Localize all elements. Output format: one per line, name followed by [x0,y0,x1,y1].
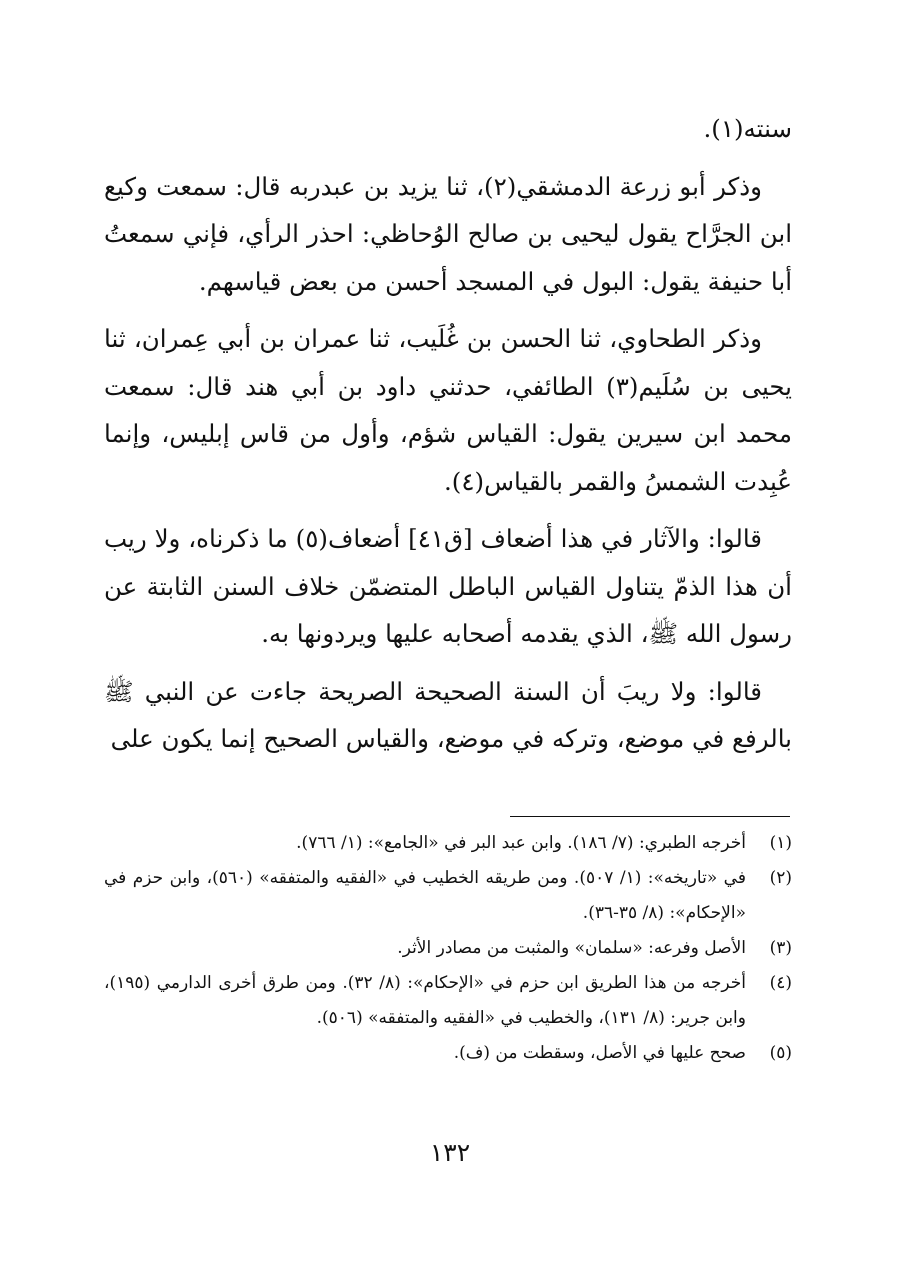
footnote-item [104,826,792,861]
footnote-item [104,966,792,1036]
footnote-text: صحح عليها في الأصل، وسقطت من (ف). [453,1043,746,1063]
page-number: ١٣٢ [429,1138,471,1167]
footnote-number: (٢) [769,868,792,888]
main-text [104,105,792,773]
paragraph-continuation: سنته(١). [703,114,792,143]
footnotes [104,826,792,1071]
paragraph-athar: قالوا: والآثار في هذا أضعاف [ق٤١] أضعاف(٥) ما ذكرناه، ولا ريب أن هذا الذمّ يتناول القياس الباطل المتضمّن خلاف السنن الثابتة عن رسول الله ﷺ، الذي يقدمه أصحابه عليها ويردونها به. [104,524,792,648]
footnote-number: (١) [769,833,792,853]
paragraph-tahawi: وذكر الطحاوي، ثنا الحسن بن غُلَيب، ثنا عمران بن أبي عِمران، ثنا يحيى بن سُلَيم(٣) الطائفي، حدثني داود بن أبي هند قال: سمعت محمد ابن سيرين يقول: القياس شؤم، وأول من قاس إبليس، وإنما عُبِدت الشمسُ والقمر بالقياس(٤). [104,324,793,496]
footnote-number: (٥) [769,1043,792,1063]
paragraph-sunnah: قالوا: ولا ريبَ أن السنة الصحيحة الصريحة جاءت عن النبي ﷺ بالرفع في موضع، وتركه في موضع، والقياس الصحيح إنما يكون على [104,676,792,753]
footnote-text: أخرجه من هذا الطريق ابن حزم في «الإحكام»: (٨/ ٣٢). ومن طرق أخرى الدارمي (١٩٥)، وابن جرير: (٨/ ١٣١)، والخطيب في «الفقيه والمتفقه» (٥٠٦). [104,973,746,1028]
footnote-text: في «تاريخه»: (١/ ٥٠٧). ومن طريقه الخطيب في «الفقيه والمتفقه» (٥٦٠)، وابن حزم في «الإحكام»: (٨/ ٣٥-٣٦). [104,868,746,923]
footnote-item [104,931,792,966]
footnote-item [104,861,792,931]
footnote-text: أخرجه الطبري: (٧/ ١٨٦). وابن عبد البر في «الجامع»: (١/ ٧٦٦). [296,833,746,853]
footnote-number: (٣) [769,938,792,958]
footnote-number: (٤) [769,973,792,993]
footnote-text: الأصل وفرعه: «سلمان» والمثبت من مصادر الأثر. [397,938,746,958]
footnote-separator [510,816,790,817]
footnote-item [104,1036,792,1071]
paragraph-abu-zura: وذكر أبو زرعة الدمشقي(٢)، ثنا يزيد بن عبدربه قال: سمعت وكيع ابن الجرَّاح يقول ليحيى بن صالح الوُحاظي: احذر الرأي، فإني سمعتُ أبا حنيفة يقول: البول في المسجد أحسن من بعض قياسهم. [104,171,792,296]
